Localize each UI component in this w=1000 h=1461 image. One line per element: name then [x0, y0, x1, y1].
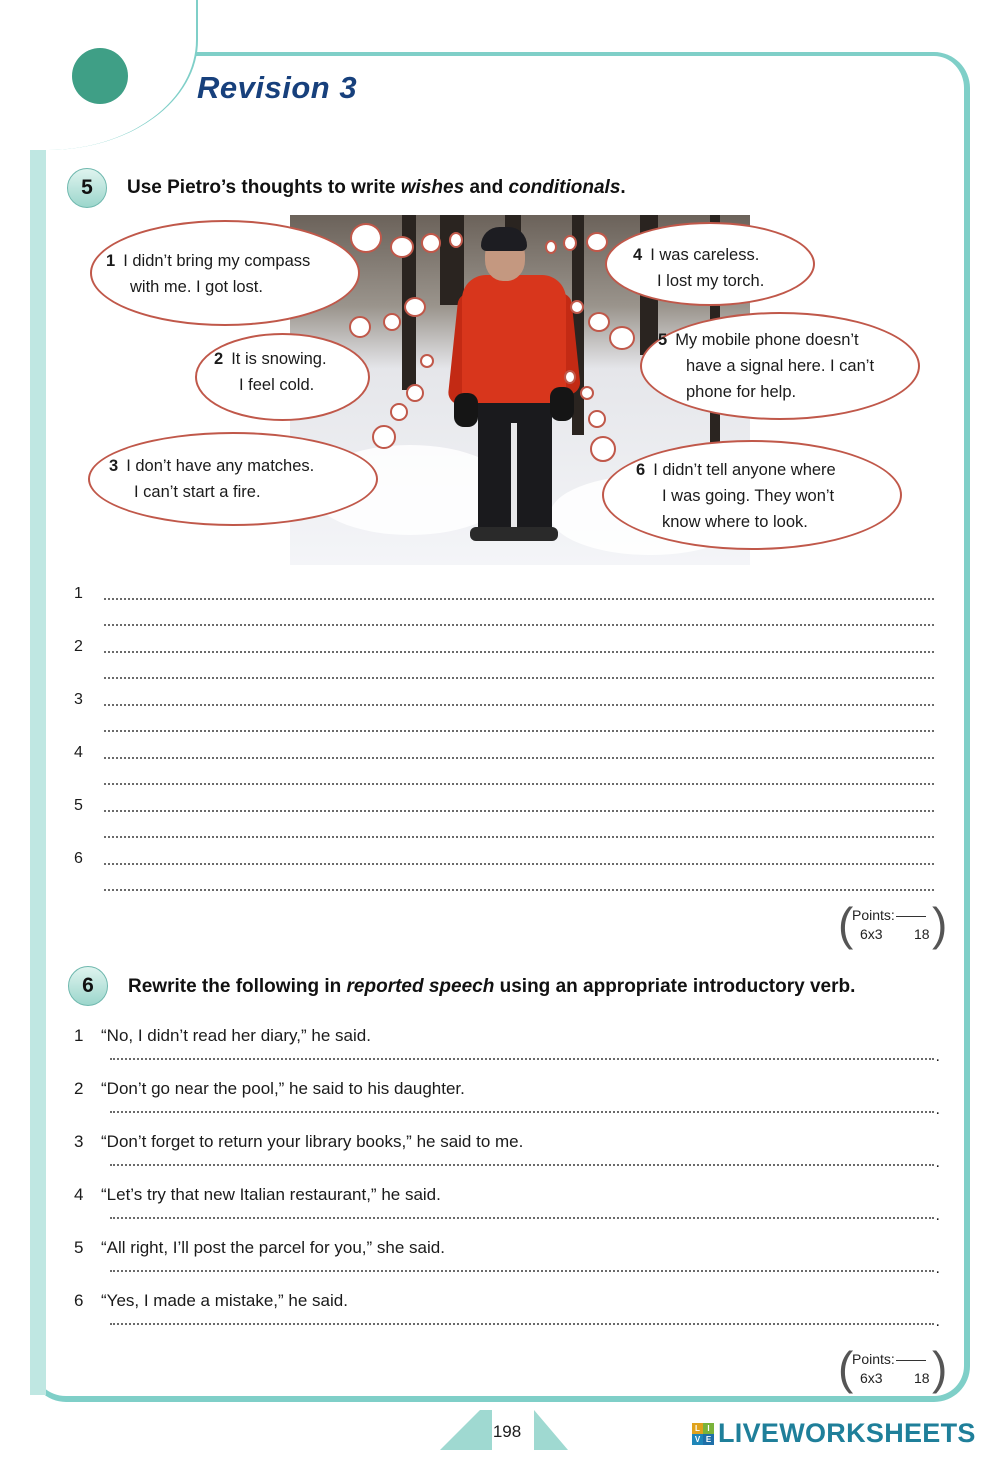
thought-puff	[383, 313, 401, 331]
answer-line[interactable]	[110, 1164, 934, 1166]
hiker-boots	[470, 527, 558, 541]
thought-bubble-2: 2 It is snowing. I feel cold.	[195, 333, 370, 421]
thought-puff	[420, 354, 434, 368]
thought-puff	[421, 233, 441, 253]
answer-line[interactable]	[104, 598, 934, 600]
answer-row	[74, 583, 934, 609]
points-fraction-line	[896, 1360, 926, 1361]
liveworksheets-logo[interactable]	[692, 1418, 976, 1449]
thought-puff	[372, 425, 396, 449]
thought-bubble-6: 6 I didn’t tell anyone where I was going. They won’t know where to look.	[602, 440, 902, 550]
answer-line[interactable]	[104, 704, 934, 706]
thought-bubble-3: 3 I don’t have any matches. I can’t start a fire.	[88, 432, 378, 526]
thought-puff	[390, 236, 414, 258]
thought-bubble-4: 4 I was careless. I lost my torch.	[605, 222, 815, 306]
answer-number: 4	[74, 744, 83, 761]
answer-line[interactable]	[104, 863, 934, 865]
page-title: Revision 3	[197, 70, 358, 105]
answer-line[interactable]	[104, 889, 934, 891]
answer-row	[74, 742, 934, 768]
thought-puff	[588, 410, 606, 428]
exercise-5-instruction: Use Pietro’s thoughts to write wishes and conditionals.	[127, 177, 626, 198]
answer-number: 5	[74, 797, 83, 814]
answer-line[interactable]	[110, 1058, 934, 1060]
thought-puff	[563, 235, 577, 251]
answer-line[interactable]	[110, 1217, 934, 1219]
thought-puff	[564, 370, 576, 384]
page-left-band	[30, 140, 46, 1395]
footer-triangle-right	[534, 1410, 568, 1450]
hiker-jacket	[462, 275, 566, 403]
liveworksheets-text: LIVEWORKSHEETS	[718, 1418, 976, 1448]
thought-puff	[609, 326, 635, 350]
answer-line[interactable]	[110, 1111, 934, 1113]
header-dot-icon	[72, 48, 128, 104]
answer-row	[74, 795, 934, 821]
thought-puff	[404, 297, 426, 317]
answer-line[interactable]	[104, 651, 934, 653]
points-fraction-line	[896, 916, 926, 917]
thought-bubble-5: 5 My mobile phone doesn’t have a signal here. I can’t phone for help.	[640, 312, 920, 420]
thought-puff	[406, 384, 424, 402]
exercise-6-instruction: Rewrite the following in reported speech using an appropriate introductory verb.	[128, 976, 856, 997]
footer-triangle-left	[440, 1410, 480, 1450]
exercise-5-points: ( Points: 6x3 18 )	[838, 898, 948, 950]
paren-left-icon: (	[838, 898, 854, 950]
answer-row	[74, 689, 934, 715]
thought-puff	[390, 403, 408, 421]
thought-puff	[570, 300, 584, 314]
liveworksheets-icon: L I V E	[692, 1423, 714, 1445]
thought-puff	[449, 232, 463, 248]
answer-number: 3	[74, 691, 83, 708]
thought-puff	[588, 312, 610, 332]
answer-row	[74, 636, 934, 662]
thought-puff	[349, 316, 371, 338]
answer-number: 1	[74, 585, 83, 602]
answer-line[interactable]	[104, 810, 934, 812]
answer-line[interactable]	[110, 1270, 934, 1272]
tree-trunk	[440, 215, 464, 305]
exercise-6-points: ( Points: 6x3 18 )	[838, 1342, 948, 1394]
hiker-legs	[478, 395, 552, 535]
answer-line[interactable]	[104, 730, 934, 732]
thought-puff	[545, 240, 557, 254]
answer-line[interactable]	[104, 677, 934, 679]
thought-puff	[590, 436, 616, 462]
answer-number: 2	[74, 638, 83, 655]
hiker-hat	[481, 227, 527, 251]
thought-bubble-1: 1 I didn’t bring my compass with me. I got lost.	[90, 220, 360, 326]
answer-line[interactable]	[104, 757, 934, 759]
page-number: 198	[492, 1422, 522, 1441]
thought-puff	[586, 232, 608, 252]
answer-line[interactable]	[104, 783, 934, 785]
thought-puff	[580, 386, 594, 400]
thought-puff	[350, 223, 382, 253]
answer-row	[74, 848, 934, 874]
hiker-glove	[550, 387, 574, 421]
answer-line[interactable]	[104, 836, 934, 838]
answer-line[interactable]	[110, 1323, 934, 1325]
exercise-6-badge: 6	[68, 966, 108, 1006]
paren-right-icon: )	[932, 1342, 948, 1394]
exercise-5-badge: 5	[67, 168, 107, 208]
hiker-glove	[454, 393, 478, 427]
paren-right-icon: )	[932, 898, 948, 950]
answer-number: 6	[74, 850, 83, 867]
answer-line[interactable]	[104, 624, 934, 626]
paren-left-icon: (	[838, 1342, 854, 1394]
